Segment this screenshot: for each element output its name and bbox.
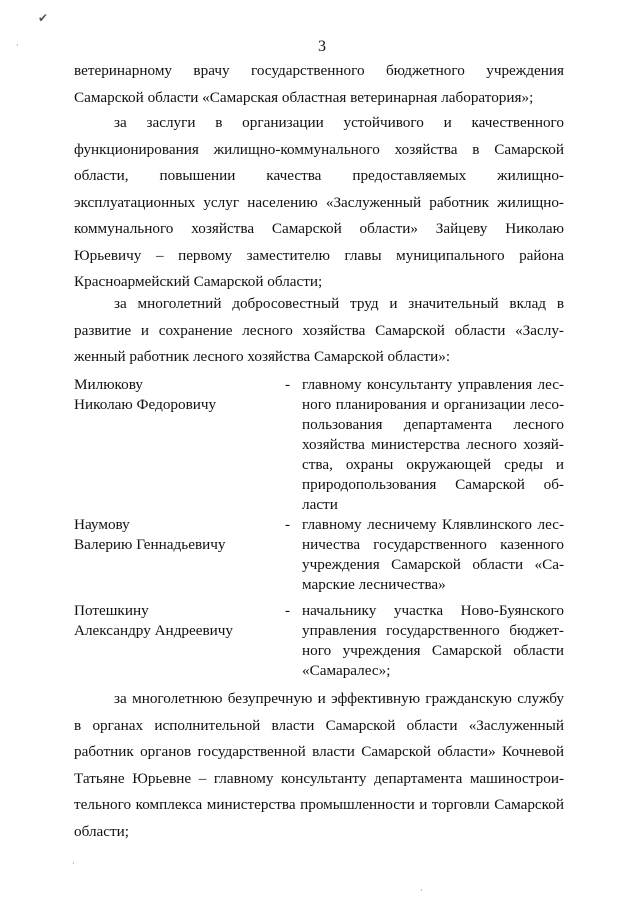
text-line: главному лесничему Клявлинского лес- bbox=[302, 516, 564, 533]
text-line: Юрьевичу – первому заместителю главы муниципального района bbox=[74, 246, 564, 264]
text-line: Самарской области «Самарская областная ветеринарная лаборатория»; bbox=[74, 88, 534, 106]
awardee-given-names: Александру Андреевичу bbox=[74, 622, 234, 639]
text-line: Красноармейский Самарской области; bbox=[74, 273, 323, 290]
text-line: ства, охраны окружающей среды и bbox=[302, 456, 564, 473]
text-line: природопользования Самарской об- bbox=[302, 476, 564, 493]
paragraph-civil-service-award bbox=[74, 686, 564, 845]
text-line: области; bbox=[74, 822, 129, 840]
paragraph-forestry-award bbox=[74, 291, 564, 371]
text-line: «Самаралес»; bbox=[302, 662, 391, 679]
text-line: в органах исполнительной власти Самарской области «Заслуженный bbox=[74, 716, 564, 734]
text-line: за многолетнюю безупречную и эффективную гражданскую службу bbox=[114, 690, 564, 707]
awardee-dash: - bbox=[285, 516, 291, 533]
scan-speck: · bbox=[16, 41, 19, 50]
paragraph-veterinary bbox=[74, 58, 564, 111]
text-line: марские лесничества» bbox=[302, 576, 446, 593]
text-line: ного планирования и организации лесо- bbox=[302, 396, 564, 413]
text-line: главному консультанту управления лес- bbox=[302, 376, 564, 393]
page-number: 3 bbox=[318, 38, 326, 55]
paragraph-housing-award bbox=[74, 110, 564, 296]
text-line: начальнику участка Ново-Буянского bbox=[302, 602, 564, 619]
awardee-surname: Наумову bbox=[74, 516, 130, 533]
text-line: ласти bbox=[302, 496, 338, 513]
text-line: области, повышении качества предоставляемых жилищно- bbox=[74, 167, 564, 184]
text-line: тельного комплекса министерства промышленности и торговли Самарской bbox=[74, 796, 564, 813]
text-line: ветеринарному врачу государственного бюджетного учреждения bbox=[74, 62, 564, 79]
awardee-dash: - bbox=[285, 376, 291, 393]
text-line: коммунального хозяйства Самарской области» Зайцеву Николаю bbox=[74, 220, 564, 237]
text-line: функционирования жилищно-коммунального хозяйства в Самарской bbox=[74, 140, 564, 158]
text-line: эксплуатационных услуг населению «Заслуженный работник жилищно- bbox=[74, 193, 564, 211]
awardee-surname: Милюкову bbox=[74, 376, 144, 393]
text-line: женный работник лесного хозяйства Самарской области»: bbox=[74, 348, 451, 365]
awardee-position bbox=[302, 375, 564, 515]
text-line: пользования департамента лесного bbox=[302, 416, 564, 433]
awardee-given-names: Валерию Геннадьевичу bbox=[74, 536, 226, 553]
scan-speck: · bbox=[72, 859, 75, 868]
scan-speck: ✔ bbox=[38, 11, 49, 25]
awardee-position bbox=[302, 601, 564, 681]
text-line: учреждения Самарской области «Са- bbox=[302, 556, 564, 573]
awardee-dash: - bbox=[285, 602, 291, 619]
text-line: ного учреждения Самарской области bbox=[302, 642, 564, 659]
text-line: хозяйства министерства лесного хозяй- bbox=[302, 436, 564, 453]
awardee-position bbox=[302, 515, 564, 595]
awardee-name bbox=[74, 515, 274, 555]
text-line: управления государственного бюджет- bbox=[302, 622, 564, 639]
text-line: развитие и сохранение лесного хозяйства Самарской области «Заслу- bbox=[74, 321, 564, 339]
awardee-given-names: Николаю Федоровичу bbox=[74, 396, 217, 413]
scan-speck: · bbox=[420, 886, 423, 895]
text-line: работник органов государственной власти Самарской области» Кочневой bbox=[74, 743, 564, 760]
text-line: за заслуги в организации устойчивого и качественного bbox=[114, 114, 564, 131]
awardee-name bbox=[74, 375, 274, 415]
awardee-name bbox=[74, 601, 274, 641]
text-line: Татьяне Юрьевне – главному консультанту департамента машинострои- bbox=[74, 769, 564, 787]
awardee-surname: Потешкину bbox=[74, 602, 149, 619]
text-line: за многолетний добросовестный труд и значительный вклад в bbox=[114, 295, 564, 312]
text-line: ничества государственного казенного bbox=[302, 536, 564, 553]
